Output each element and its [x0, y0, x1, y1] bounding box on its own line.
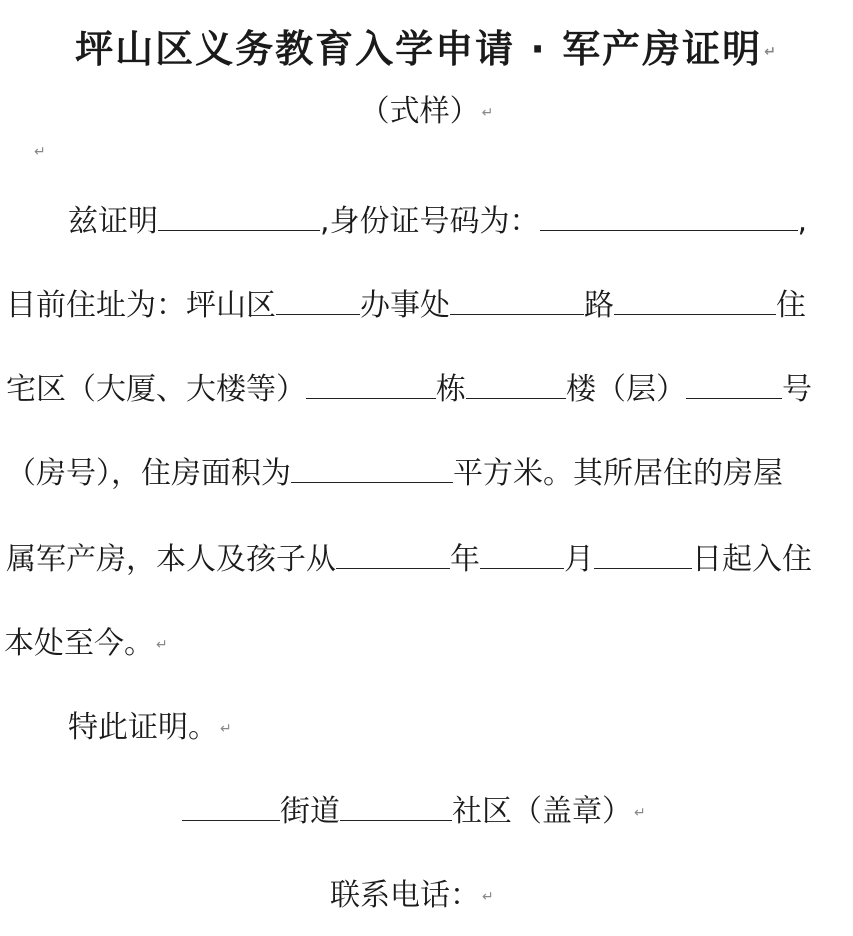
blank-name[interactable]	[158, 202, 320, 231]
body-line-2: 目前住址为：坪山区 办事处 路 住	[6, 288, 806, 323]
blank-road[interactable]	[450, 286, 584, 315]
paragraph-mark-icon: ↵	[482, 888, 494, 905]
blank-floor[interactable]	[466, 370, 566, 399]
paragraph-mark-icon: ↵	[156, 636, 168, 653]
paragraph-mark-icon: ↵	[220, 720, 232, 737]
document-subtitle: （式样） ↵	[359, 94, 494, 129]
blank-building[interactable]	[306, 370, 436, 399]
blank-year[interactable]	[336, 540, 450, 569]
blank-month[interactable]	[480, 540, 564, 569]
body-line-1: 兹证明 ,身份证号码为： ,	[68, 204, 808, 239]
body-line-5: 属军产房，本人及孩子从 年 月 日起入住	[6, 542, 812, 577]
body-line-6: 本处至今。 ↵	[4, 624, 168, 664]
body-line-4: （房号），住房面积为 平方米。其所居住的房屋	[6, 456, 783, 491]
blank-street[interactable]	[182, 792, 280, 821]
body-line-3: 宅区（大厦、大楼等） 栋 楼（层） 号	[6, 372, 812, 407]
phone-line: 联系电话： ↵	[330, 876, 494, 916]
document-title: 坪山区义务教育入学申请 · 军产房证明 ↵	[75, 27, 778, 71]
stamp-line: 街道 社区（盖章） ↵	[182, 792, 646, 832]
blank-subdistrict[interactable]	[276, 286, 360, 315]
paragraph-mark-icon: ↵	[34, 144, 46, 160]
blank-community[interactable]	[340, 792, 452, 821]
blank-day[interactable]	[594, 540, 692, 569]
paragraph-mark-icon: ↵	[634, 804, 646, 821]
paragraph-mark-icon: ↵	[764, 43, 778, 60]
blank-road-number[interactable]	[614, 286, 776, 315]
paragraph-mark-icon: ↵	[481, 104, 494, 121]
blank-id-number[interactable]	[540, 202, 798, 231]
blank-room[interactable]	[686, 370, 782, 399]
closing-line: 特此证明。 ↵	[68, 708, 232, 748]
blank-area[interactable]	[291, 454, 453, 483]
